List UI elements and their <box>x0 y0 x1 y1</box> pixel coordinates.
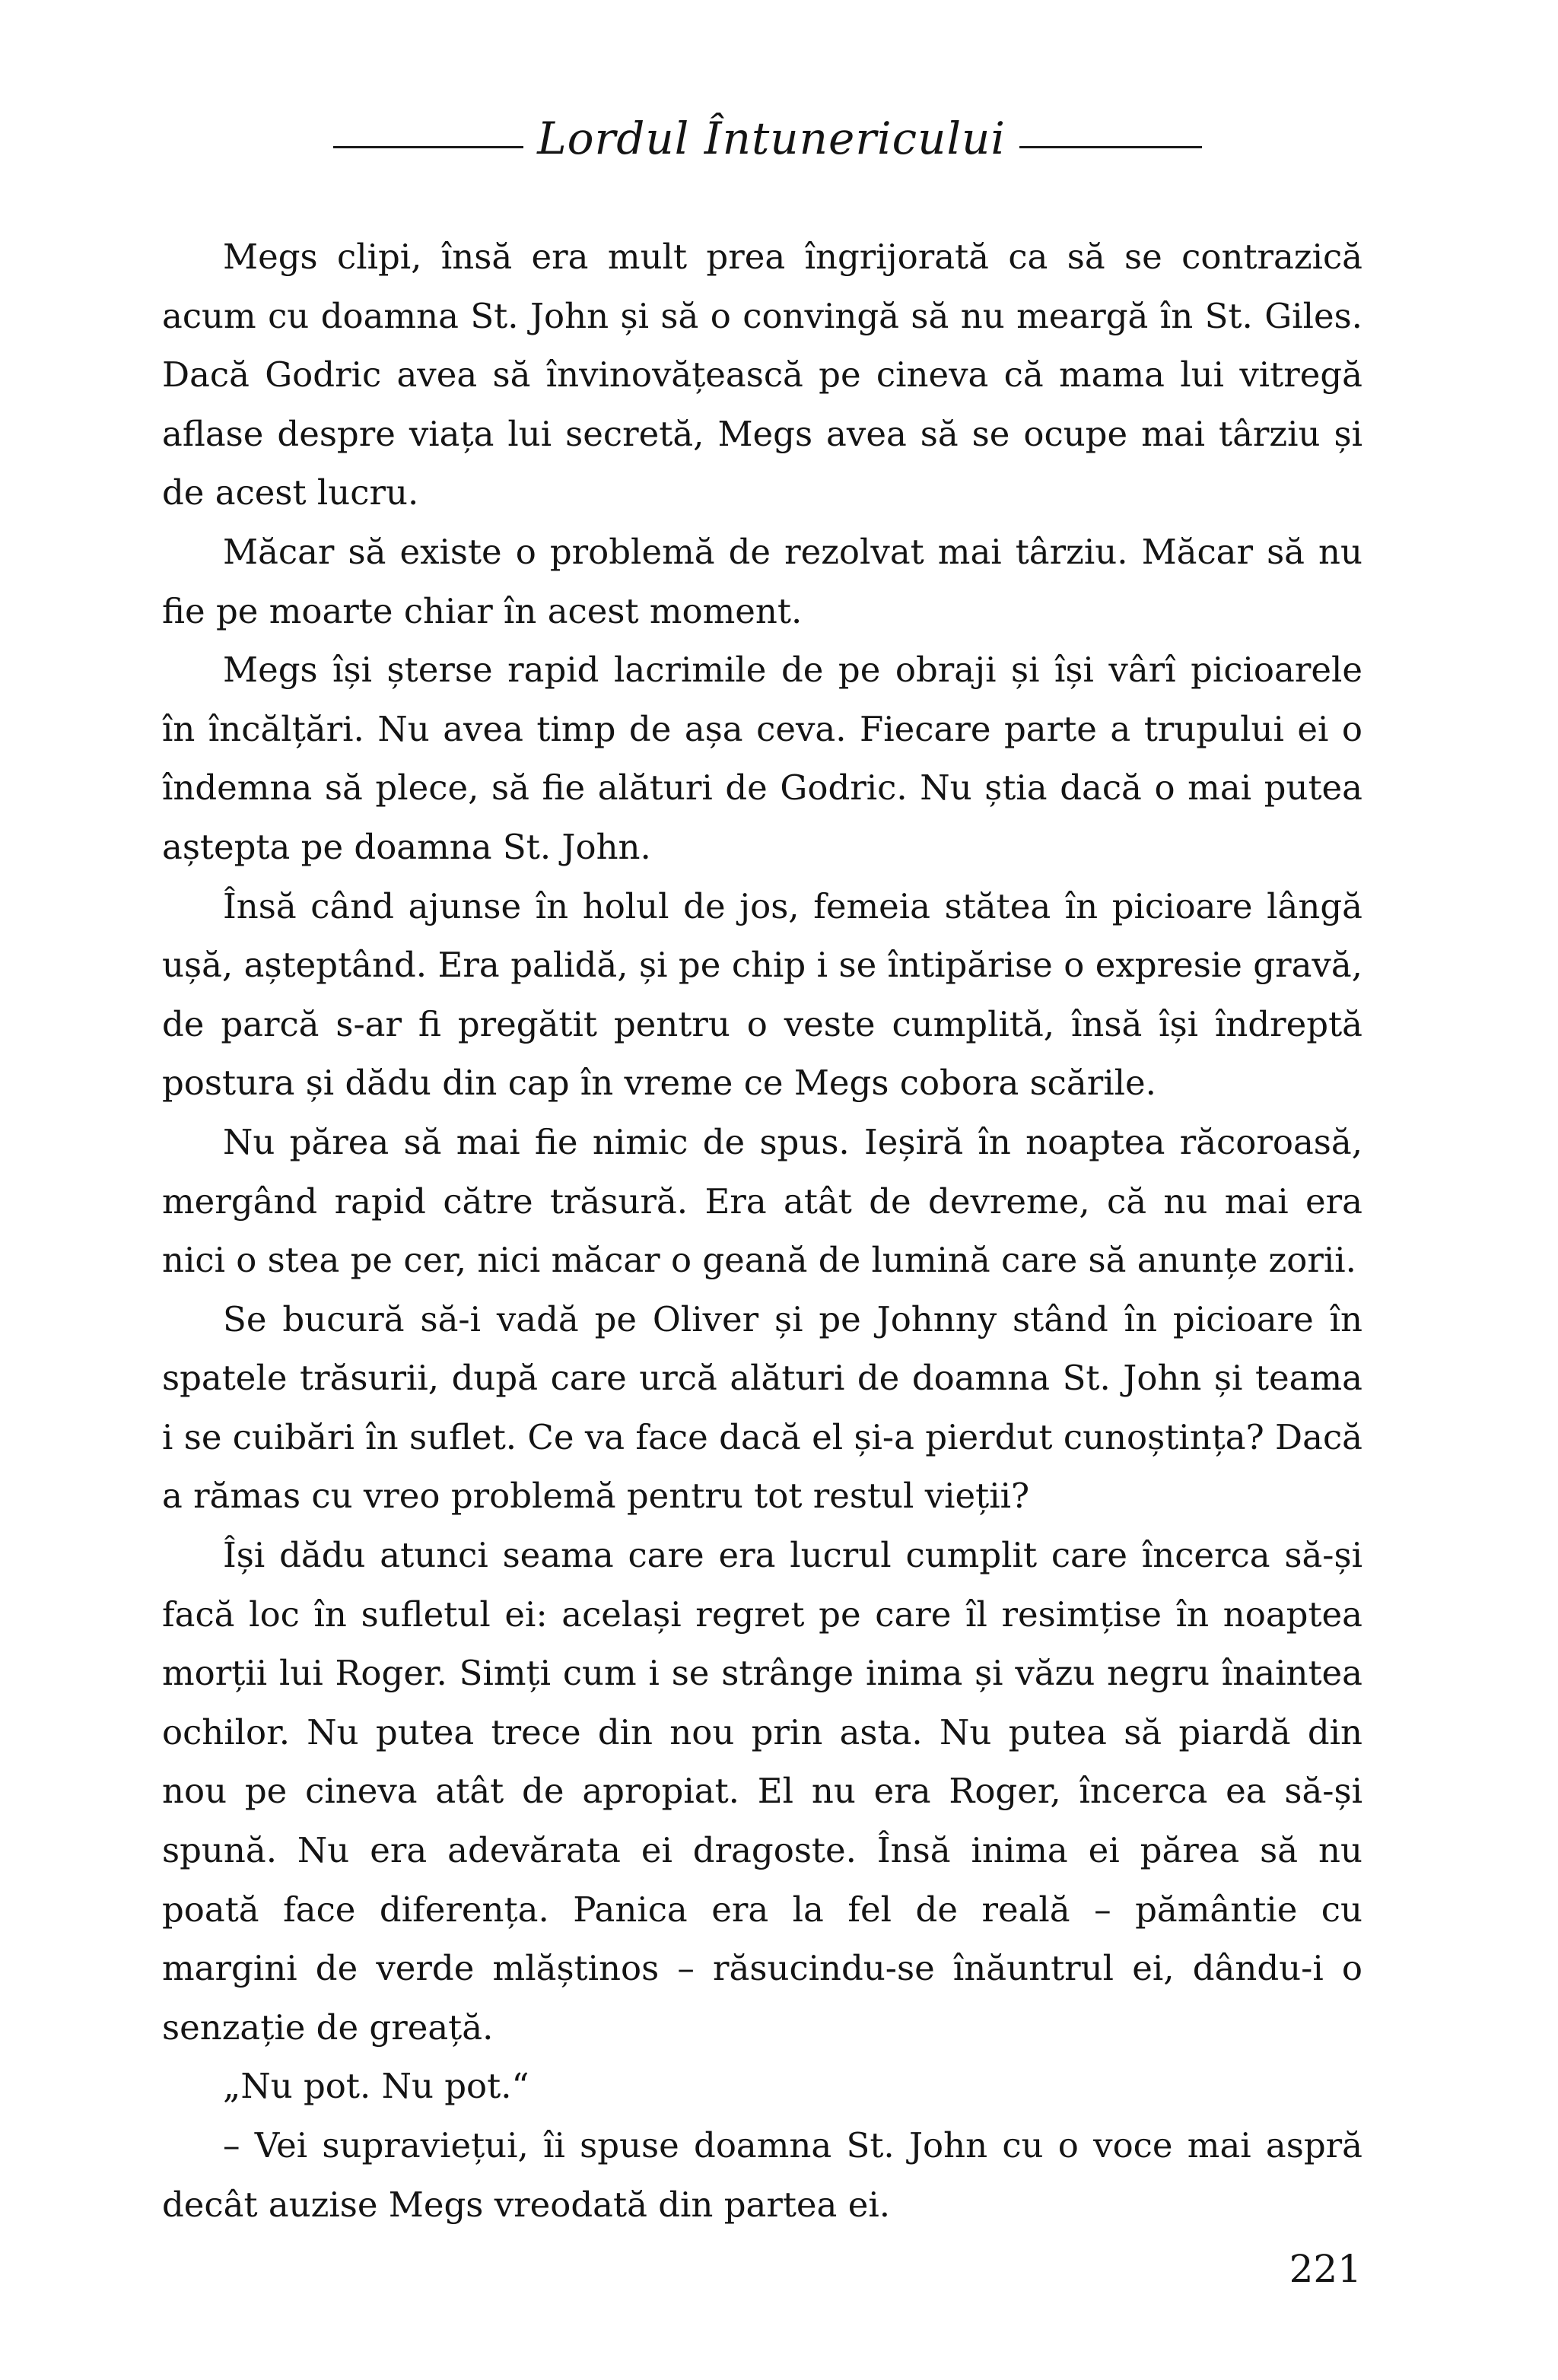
paragraph: Își dădu atunci seama care era lucrul cumplit care încerca să-și facă loc în sufletul ei: același regret pe care îl resimțise în noaptea morții lui Roger. Simți cum i se strânge inima și văzu negru înaintea ochilor. Nu putea trece din nou prin asta. Nu putea să piardă din nou pe cineva atât de apropiat. El nu era Roger, încerca ea să-și spună. Nu era adevărata ei dragoste. Însă inima ei părea să nu poată face diferența. Panica era la fel de reală – pământie cu margini de verde mlăștinos – răsucindu-se înăuntrul ei, dându-i o senzație de greață. <box>162 1535 1362 2048</box>
running-title: Lordul Întunericului <box>537 113 1006 164</box>
body-text <box>162 227 1362 2234</box>
header-rule-right <box>1019 146 1202 148</box>
paragraph: Însă când ajunse în holul de jos, femeia stătea în picioare lângă ușă, așteptând. Era palidă, și pe chip i se întipărise o expresie gravă, de parcă s-ar fi pregătit pentru o veste cumplită, însă își îndreptă postura și dădu din cap în vreme ce Megs cobora scările. <box>162 885 1362 1104</box>
running-head <box>0 108 1558 169</box>
paragraph: Nu părea să mai fie nimic de spus. Ieșiră în noaptea răcoroasă, mergând rapid către trăsură. Era atât de devreme, că nu mai era nici o stea pe cer, nici măcar o geană de lumină care să anunțe zorii. <box>162 1121 1362 1281</box>
paragraph: – Vei supraviețui, îi spuse doamna St. John cu o voce mai aspră decât auzise Megs vreodată din partea ei. <box>162 2125 1362 2225</box>
page-number: 221 <box>1289 2247 1362 2291</box>
header-rule-left <box>333 146 523 148</box>
paragraph: „Nu pot. Nu pot.“ <box>223 2066 529 2107</box>
paragraph: Megs își șterse rapid lacrimile de pe obraji și își vârî picioarele în încălțări. Nu avea timp de așa ceva. Fiecare parte a trupului ei o îndemna să plece, să fie alături de Godric. Nu știa dacă o mai putea aștepta pe doamna St. John. <box>162 650 1362 867</box>
paragraph: Megs clipi, însă era mult prea îngrijorată ca să se contrazică acum cu doamna St. John și să o convingă să nu meargă în St. Giles. Dacă Godric avea să învinovățească pe cineva că mama lui vitregă aflase despre viața lui secretă, Megs avea să se ocupe mai târziu și de acest lucru. <box>162 237 1362 513</box>
paragraph: Măcar să existe o problemă de rezolvat mai târziu. Măcar să nu fie pe moarte chiar în acest moment. <box>162 531 1362 631</box>
paragraph: Se bucură să-i vadă pe Oliver și pe Johnny stând în picioare în spatele trăsurii, după care urcă alături de doamna St. John și teama i se cuibări în suflet. Ce va face dacă el și-a pierdut cunoștința? Dacă a rămas cu vreo problemă pentru tot restul vieții? <box>162 1298 1362 1517</box>
